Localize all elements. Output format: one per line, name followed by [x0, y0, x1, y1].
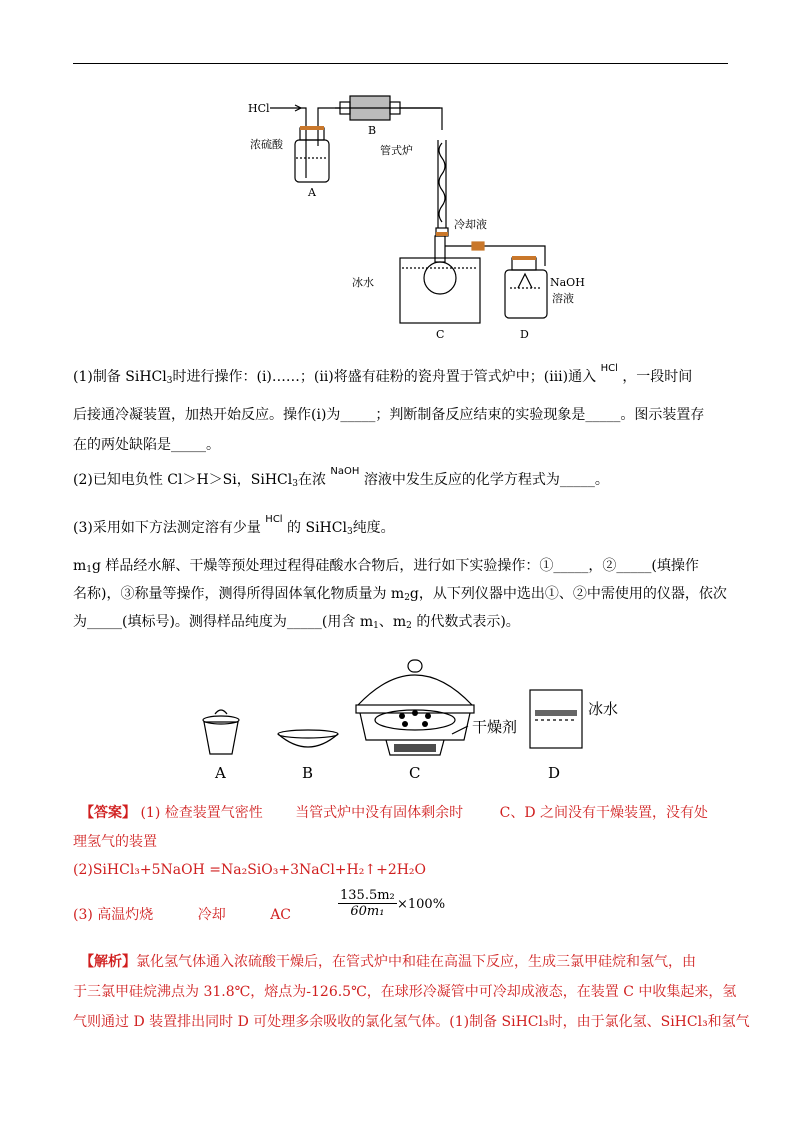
label-c: C	[436, 328, 445, 341]
round-flask	[424, 262, 456, 294]
ice-water-label: 冰水	[588, 700, 619, 718]
inst-b: B	[302, 764, 314, 782]
instruments-figure	[190, 650, 650, 785]
bottle-a	[295, 140, 329, 182]
q2-line1: (2)已知电负性 Cl＞H＞Si，SiHCl$_3$在浓 $^{NaOH}$ 溶液中发生反应的化学方程式为_____。	[73, 466, 609, 489]
apparatus-diagram	[240, 88, 600, 348]
label-ice-water: 冰水	[352, 276, 374, 289]
q1-line2: 后接通冷凝装置，加热开始反应。操作(ⅰ)为_____；判断制备反应结束的实验现象是_____。图示装置存	[73, 407, 705, 423]
analysis-line3: 气则通过 D 装置排出同时 D 可处理多余吸收的氯化氢气体。(1)制备 SiHCl₃时，由于氯化氢、SiHCl₃和氢气	[73, 1014, 750, 1030]
inst-c: C	[409, 764, 421, 782]
desiccant-label: 干燥剂	[472, 718, 518, 736]
analysis-line1: 【解析】氯化氢气体通入浓硫酸干燥后，在管式炉中和硅在高温下反应，生成三氯甲硅烷和氢气，由	[80, 954, 696, 970]
condenser-coil	[439, 143, 445, 222]
inst-a: A	[215, 764, 226, 782]
answer-fraction: 135.5m₂ 60m₁	[340, 888, 395, 919]
q3-line1: (3)采用如下方法测定溶有少量 $^{HCl}$ 的 SiHCl$_3$纯度。	[73, 514, 395, 537]
header-rule	[73, 63, 728, 64]
q2-naoh-raised: NaOH	[330, 466, 360, 477]
q3-line3: 名称)，③称量等操作，测得所得固体氧化物质量为 $m_2g$，从下列仪器中选出①、②中需使用的仪器，依次	[73, 586, 727, 603]
label-naoh-2: 溶液	[552, 292, 574, 305]
answer-line3: (2)SiHCl₃+5NaOH =Na₂SiO₃+3NaCl+H₂↑+2H₂O	[73, 862, 427, 878]
label-tube-furnace: 管式炉	[380, 144, 413, 157]
answer-line1: 【答案】 (1) 检查装置气密性 当管式炉中没有固体剩余时 C、D 之间没有干燥装置，没有处	[80, 805, 709, 821]
label-b: B	[368, 124, 377, 137]
label-naoh-1: NaOH	[550, 276, 585, 289]
q3-hcl-raised: HCl	[265, 514, 283, 525]
label-hcl: HCl	[248, 102, 270, 115]
answer-line4: (3) 高温灼烧 冷却 AC	[73, 907, 292, 923]
beaker-d	[530, 690, 582, 748]
answer-fraction-tail: ×100%	[397, 897, 446, 912]
evaporating-dish-b	[278, 734, 338, 747]
analysis-tag: 【解析】	[80, 954, 136, 970]
answer-tag: 【答案】	[80, 805, 136, 821]
label-coolant: 冷却液	[454, 218, 487, 231]
inst-d: D	[548, 764, 561, 782]
analysis-line2: 于三氯甲硅烷沸点为 31.8℃，熔点为-126.5℃，在球形冷凝管中可冷却成液态，在装置 C 中收集起来，氢	[73, 984, 737, 1000]
q3-line4: 为_____(填标号)。测得样品纯度为_____(用含 $m_1$、$m_2$ 的代数式表示)。	[73, 614, 520, 631]
desiccator-c	[358, 675, 472, 705]
q1-line1: (1)制备 SiHCl$_3$时进行操作：(ⅰ)……；(ⅱ)将盛有硅粉的瓷舟置于管式炉中；(iii)通入 $^{HCl}$ ，一段时间	[73, 363, 693, 386]
label-conc-h2so4: 浓硫酸	[250, 138, 283, 151]
answer-line2: 理氢气的装置	[73, 834, 157, 850]
q3-line2: $m_1g$ 样品经水解、干燥等预处理过程得硅酸水合物后，进行如下实验操作：①_____，②_____(填操作	[73, 558, 699, 575]
label-d: D	[520, 328, 529, 341]
q1-line3: 在的两处缺陷是_____。	[73, 437, 220, 453]
q1-hcl-raised: HCl	[600, 363, 618, 374]
label-a: A	[308, 186, 316, 199]
crucible-a	[204, 722, 238, 754]
